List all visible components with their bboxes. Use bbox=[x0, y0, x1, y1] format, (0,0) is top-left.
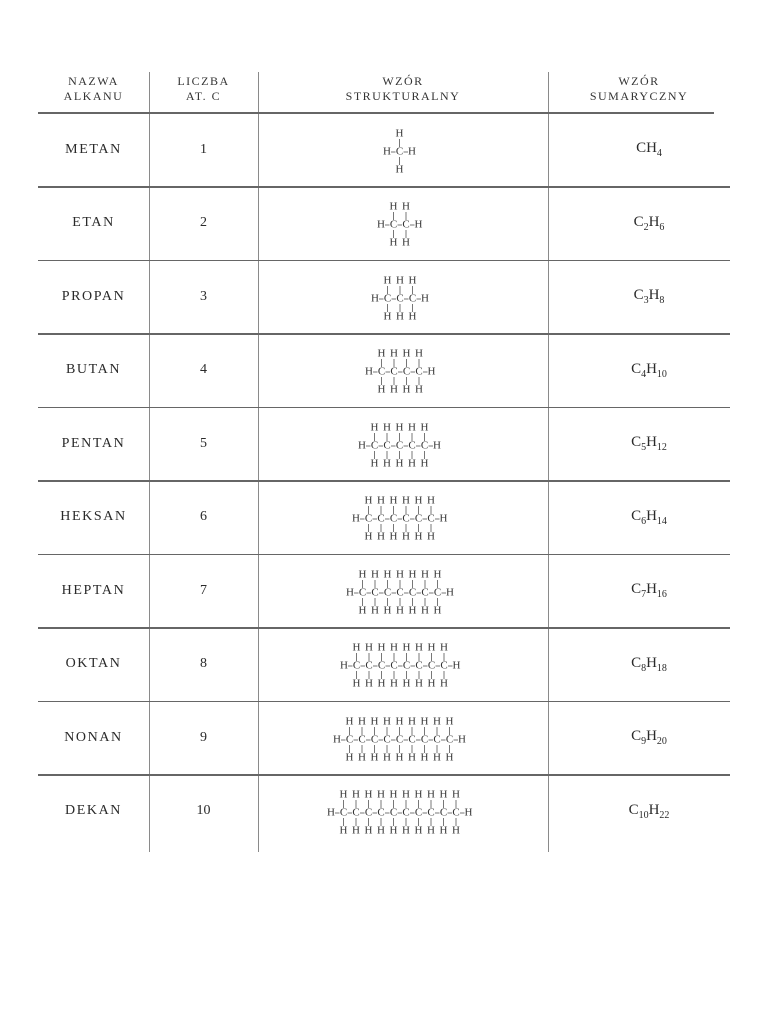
carbon-count: 7 bbox=[200, 582, 207, 598]
hydrogen-atom: H bbox=[389, 347, 398, 360]
hydrogen-atom: H bbox=[352, 677, 360, 690]
hydrogen-atom: H bbox=[383, 421, 392, 434]
carbon-atom: C bbox=[414, 512, 423, 525]
hydrogen-atom: H bbox=[395, 163, 404, 176]
carbon-atom: C bbox=[433, 586, 441, 599]
hydrogen-atom: H bbox=[427, 824, 435, 837]
structural-formula bbox=[329, 710, 477, 766]
hydrogen-subscript: 10 bbox=[656, 368, 667, 380]
hydrogen-atom: H bbox=[370, 457, 379, 470]
hydrogen-atom: H bbox=[383, 715, 392, 728]
carbon-atom: C bbox=[402, 218, 410, 231]
hydrogen-atom: H bbox=[439, 512, 448, 525]
carbon-atom: C bbox=[352, 806, 360, 819]
hydrogen-atom: H bbox=[420, 457, 429, 470]
hydrogen-atom: H bbox=[364, 788, 373, 801]
header-molecular-line2: SUMARYCZNY bbox=[589, 89, 689, 103]
structural-formula bbox=[342, 563, 465, 619]
hydrogen-atom: H bbox=[364, 365, 373, 378]
structural-formula bbox=[379, 122, 427, 178]
hydrogen-atom: H bbox=[383, 145, 392, 158]
hydrogen-atom: H bbox=[445, 751, 454, 764]
carbon-atom: C bbox=[452, 806, 460, 819]
hydrogen-atom: H bbox=[414, 383, 423, 396]
hydrogen-atom: H bbox=[383, 274, 392, 287]
carbon-subscript: 9 bbox=[641, 736, 647, 747]
hydrogen-atom: H bbox=[402, 494, 410, 507]
table-row bbox=[38, 702, 730, 775]
carbon-atom: C bbox=[421, 733, 429, 746]
carbon-atom: C bbox=[389, 806, 398, 819]
carbon-atom: C bbox=[389, 512, 398, 525]
carbon-count: 2 bbox=[200, 215, 207, 230]
hydrogen-subscript: 18 bbox=[656, 662, 667, 674]
header-name-line1: NAZWA bbox=[68, 74, 119, 88]
hydrogen-atom: H bbox=[433, 751, 442, 764]
alkane-name: NONAN bbox=[64, 729, 123, 745]
carbon-atom: C bbox=[408, 439, 416, 452]
carbon-subscript: 5 bbox=[641, 442, 647, 453]
hydrogen-atom: H bbox=[452, 659, 460, 672]
hydrogen-atom: H bbox=[352, 824, 360, 837]
hydrogen-atom: H bbox=[389, 383, 398, 396]
hydrogen-atom: H bbox=[389, 236, 398, 249]
carbon-atom: C bbox=[408, 586, 416, 599]
formula-h: H bbox=[648, 213, 660, 230]
structural-formula bbox=[336, 636, 471, 692]
molecular-formula bbox=[548, 776, 730, 847]
structural-formula bbox=[367, 269, 440, 325]
hydrogen-subscript: 16 bbox=[656, 589, 667, 600]
structural-cell bbox=[258, 555, 548, 626]
table-row bbox=[38, 776, 730, 849]
carbon-atom: C bbox=[396, 439, 404, 452]
hydrogen-atom: H bbox=[427, 494, 435, 507]
alkane-name: HEKSAN bbox=[60, 509, 127, 524]
hydrogen-atom: H bbox=[433, 604, 442, 617]
formula-h: H bbox=[646, 434, 657, 450]
carbon-count: 8 bbox=[200, 656, 207, 671]
formula-base: C bbox=[631, 360, 642, 377]
hydrogen-atom: H bbox=[358, 568, 367, 581]
header-structural-line1: WZÓR bbox=[382, 74, 424, 88]
carbon-subscript: 3 bbox=[643, 295, 649, 306]
carbon-subscript: 8 bbox=[641, 662, 647, 674]
table-row bbox=[38, 555, 730, 628]
hydrogen-atom: H bbox=[433, 568, 442, 581]
carbon-atom: C bbox=[414, 365, 423, 378]
hydrogen-atom: H bbox=[383, 310, 392, 323]
hydrogen-atom: H bbox=[433, 439, 442, 452]
hydrogen-atom: H bbox=[402, 788, 410, 801]
hydrogen-atom: H bbox=[389, 200, 398, 213]
carbon-atom: C bbox=[389, 218, 398, 231]
hydrogen-atom: H bbox=[389, 494, 398, 507]
carbon-count: 3 bbox=[200, 288, 207, 304]
hydrogen-atom: H bbox=[339, 788, 348, 801]
carbon-atom: C bbox=[427, 806, 435, 819]
hydrogen-atom: H bbox=[420, 421, 429, 434]
hydrogen-atom: H bbox=[358, 751, 367, 764]
hydrogen-atom: H bbox=[389, 824, 398, 837]
hydrogen-atom: H bbox=[427, 677, 435, 690]
hydrogen-atom: H bbox=[439, 641, 448, 654]
carbon-atom: C bbox=[427, 512, 435, 525]
carbon-count: 5 bbox=[200, 435, 207, 451]
table-row bbox=[38, 629, 730, 702]
formula-h: H bbox=[648, 801, 660, 818]
hydrogen-atom: H bbox=[445, 715, 454, 728]
header-name-line2: ALKANU bbox=[63, 89, 124, 103]
molecular-formula bbox=[548, 408, 730, 479]
hydrogen-atom: H bbox=[433, 715, 442, 728]
hydrogen-atom: H bbox=[408, 310, 417, 323]
hydrogen-atom: H bbox=[364, 677, 373, 690]
hydrogen-atom: H bbox=[408, 145, 417, 158]
hydrogen-atom: H bbox=[339, 824, 348, 837]
carbon-atom: C bbox=[408, 292, 416, 305]
hydrogen-atom: H bbox=[402, 200, 410, 213]
formula-base: C bbox=[631, 507, 642, 524]
alkane-name: HEPTAN bbox=[61, 582, 126, 598]
header-structural-line2: STRUKTURALNY bbox=[345, 89, 461, 103]
carbon-atom: C bbox=[371, 733, 379, 746]
alkane-name: ETAN bbox=[72, 215, 115, 230]
hydrogen-atom: H bbox=[364, 641, 373, 654]
hydrogen-atom: H bbox=[395, 274, 404, 287]
hydrogen-atom: H bbox=[333, 733, 342, 746]
hydrogen-subscript: 14 bbox=[656, 515, 667, 527]
hydrogen-atom: H bbox=[420, 715, 429, 728]
hydrogen-atom: H bbox=[352, 788, 360, 801]
formula-base: C bbox=[633, 213, 644, 230]
carbon-subscript: 7 bbox=[641, 589, 647, 600]
header-molecular-line1: WZÓR bbox=[618, 74, 660, 88]
hydrogen-atom: H bbox=[358, 604, 367, 617]
carbon-atom: C bbox=[402, 512, 410, 525]
structural-cell bbox=[258, 335, 548, 406]
hydrogen-atom: H bbox=[420, 751, 429, 764]
hydrogen-atom: H bbox=[439, 824, 448, 837]
header-count-line1: LICZBA bbox=[177, 74, 230, 88]
hydrogen-atom: H bbox=[370, 604, 379, 617]
carbon-atom: C bbox=[414, 659, 423, 672]
carbon-count: 4 bbox=[200, 362, 207, 377]
hydrogen-atom: H bbox=[414, 530, 423, 543]
hydrogen-atom: H bbox=[420, 292, 429, 305]
hydrogen-atom: H bbox=[414, 347, 423, 360]
hydrogen-atom: H bbox=[383, 751, 392, 764]
hydrogen-atom: H bbox=[383, 457, 392, 470]
alkane-table bbox=[38, 62, 730, 852]
alkane-name: PENTAN bbox=[61, 435, 126, 451]
hydrogen-atom: H bbox=[395, 751, 404, 764]
hydrogen-atom: H bbox=[395, 421, 404, 434]
alkane-name: METAN bbox=[65, 141, 122, 157]
alkane-name: DEKAN bbox=[65, 803, 122, 818]
hydrogen-atom: H bbox=[414, 494, 423, 507]
hydrogen-atom: H bbox=[345, 751, 354, 764]
hydrogen-atom: H bbox=[414, 788, 423, 801]
carbon-count: 9 bbox=[200, 729, 207, 745]
carbon-atom: C bbox=[396, 586, 404, 599]
alkane-name: OKTAN bbox=[65, 656, 122, 671]
carbon-count: 6 bbox=[200, 509, 207, 524]
hydrogen-atom: H bbox=[345, 715, 354, 728]
hydrogen-atom: H bbox=[452, 824, 460, 837]
carbon-count: 10 bbox=[196, 803, 211, 818]
hydrogen-atom: H bbox=[408, 604, 417, 617]
hydrogen-atom: H bbox=[389, 530, 398, 543]
carbon-atom: C bbox=[383, 586, 391, 599]
carbon-atom: C bbox=[396, 733, 404, 746]
table-row bbox=[38, 335, 730, 408]
hydrogen-atom: H bbox=[408, 715, 417, 728]
hydrogen-atom: H bbox=[464, 806, 473, 819]
carbon-atom: C bbox=[421, 439, 429, 452]
hydrogen-atom: H bbox=[377, 494, 385, 507]
hydrogen-atom: H bbox=[402, 641, 410, 654]
structural-cell bbox=[258, 776, 548, 847]
carbon-atom: C bbox=[377, 806, 385, 819]
header-molecular bbox=[548, 74, 730, 104]
hydrogen-atom: H bbox=[402, 236, 410, 249]
hydrogen-atom: H bbox=[370, 568, 379, 581]
table-row bbox=[38, 114, 730, 187]
carbon-atom: C bbox=[389, 659, 398, 672]
carbon-atom: C bbox=[439, 659, 448, 672]
hydrogen-atom: H bbox=[427, 641, 435, 654]
hydrogen-atom: H bbox=[414, 677, 423, 690]
structural-formula bbox=[323, 783, 483, 839]
formula-base: CH bbox=[636, 140, 657, 156]
carbon-atom: C bbox=[377, 512, 385, 525]
hydrogen-atom: H bbox=[402, 383, 410, 396]
hydrogen-atom: H bbox=[389, 641, 398, 654]
carbon-atom: C bbox=[396, 145, 404, 158]
carbon-atom: C bbox=[439, 806, 448, 819]
formula-h: H bbox=[646, 360, 657, 377]
carbon-atom: C bbox=[352, 659, 360, 672]
formula-base: C bbox=[631, 434, 642, 450]
carbon-atom: C bbox=[383, 733, 391, 746]
molecular-formula bbox=[548, 555, 730, 626]
hydrogen-atom: H bbox=[352, 641, 360, 654]
hydrogen-atom: H bbox=[420, 568, 429, 581]
formula-base: C bbox=[628, 801, 639, 818]
hydrogen-atom: H bbox=[377, 218, 385, 231]
carbon-atom: C bbox=[371, 586, 379, 599]
hydrogen-atom: H bbox=[370, 751, 379, 764]
carbon-atom: C bbox=[402, 659, 410, 672]
molecular-formula bbox=[548, 188, 730, 259]
carbon-atom: C bbox=[364, 512, 373, 525]
hydrogen-atom: H bbox=[389, 677, 398, 690]
hydrogen-atom: H bbox=[402, 677, 410, 690]
hydrogen-atom: H bbox=[414, 824, 423, 837]
carbon-atom: C bbox=[377, 365, 385, 378]
hydrogen-atom: H bbox=[352, 512, 360, 525]
carbon-subscript: 10 bbox=[638, 809, 649, 821]
hydrogen-subscript: 4 bbox=[656, 148, 662, 159]
formula-h: H bbox=[646, 654, 657, 671]
hydrogen-subscript: 6 bbox=[659, 221, 665, 233]
molecular-formula bbox=[548, 114, 730, 185]
hydrogen-atom: H bbox=[358, 715, 367, 728]
formula-base: C bbox=[631, 581, 642, 597]
table-row bbox=[38, 408, 730, 481]
hydrogen-atom: H bbox=[439, 788, 448, 801]
alkane-name: PROPAN bbox=[61, 288, 126, 304]
hydrogen-atom: H bbox=[402, 530, 410, 543]
hydrogen-atom: H bbox=[339, 659, 348, 672]
hydrogen-atom: H bbox=[377, 677, 385, 690]
molecular-formula bbox=[548, 702, 730, 773]
hydrogen-atom: H bbox=[370, 292, 379, 305]
carbon-atom: C bbox=[446, 733, 454, 746]
hydrogen-atom: H bbox=[414, 218, 423, 231]
hydrogen-atom: H bbox=[427, 530, 435, 543]
hydrogen-atom: H bbox=[395, 127, 404, 140]
carbon-atom: C bbox=[371, 439, 379, 452]
table-row bbox=[38, 482, 730, 555]
hydrogen-atom: H bbox=[452, 788, 460, 801]
molecular-formula bbox=[548, 629, 730, 700]
formula-base: C bbox=[633, 287, 644, 303]
carbon-atom: C bbox=[346, 733, 354, 746]
hydrogen-atom: H bbox=[364, 530, 373, 543]
carbon-atom: C bbox=[364, 659, 373, 672]
formula-base: C bbox=[631, 654, 642, 671]
header-count-line2: AT. C bbox=[185, 89, 222, 103]
carbon-atom: C bbox=[402, 806, 410, 819]
molecular-formula bbox=[548, 335, 730, 406]
hydrogen-atom: H bbox=[383, 568, 392, 581]
formula-h: H bbox=[646, 728, 657, 744]
carbon-atom: C bbox=[383, 439, 391, 452]
formula-h: H bbox=[648, 287, 660, 303]
hydrogen-atom: H bbox=[395, 568, 404, 581]
hydrogen-subscript: 8 bbox=[659, 295, 665, 306]
carbon-subscript: 6 bbox=[641, 515, 647, 527]
structural-formula bbox=[348, 489, 458, 545]
hydrogen-atom: H bbox=[402, 824, 410, 837]
alkane-name: BUTAN bbox=[65, 362, 122, 377]
hydrogen-atom: H bbox=[408, 568, 417, 581]
hydrogen-atom: H bbox=[408, 274, 417, 287]
hydrogen-atom: H bbox=[427, 365, 435, 378]
carbon-atom: C bbox=[433, 733, 441, 746]
hydrogen-atom: H bbox=[358, 439, 367, 452]
carbon-atom: C bbox=[427, 659, 435, 672]
hydrogen-atom: H bbox=[327, 806, 335, 819]
structural-formula bbox=[373, 195, 433, 251]
hydrogen-atom: H bbox=[370, 715, 379, 728]
structural-cell bbox=[258, 482, 548, 553]
hydrogen-atom: H bbox=[445, 586, 454, 599]
hydrogen-atom: H bbox=[377, 788, 385, 801]
carbon-atom: C bbox=[396, 292, 404, 305]
hydrogen-atom: H bbox=[395, 715, 404, 728]
table-row bbox=[38, 188, 730, 261]
hydrogen-atom: H bbox=[420, 604, 429, 617]
formula-h: H bbox=[646, 507, 657, 524]
carbon-atom: C bbox=[414, 806, 423, 819]
hydrogen-atom: H bbox=[345, 586, 354, 599]
table-row bbox=[38, 261, 730, 334]
structural-cell bbox=[258, 188, 548, 259]
structural-cell bbox=[258, 261, 548, 332]
hydrogen-atom: H bbox=[389, 788, 398, 801]
carbon-atom: C bbox=[358, 733, 366, 746]
header-structural bbox=[258, 74, 548, 104]
hydrogen-atom: H bbox=[364, 824, 373, 837]
formula-base: C bbox=[631, 728, 642, 744]
carbon-subscript: 4 bbox=[641, 368, 647, 380]
hydrogen-atom: H bbox=[377, 347, 385, 360]
structural-formula bbox=[354, 416, 452, 472]
hydrogen-atom: H bbox=[408, 421, 417, 434]
hydrogen-atom: H bbox=[408, 751, 417, 764]
hydrogen-subscript: 12 bbox=[656, 442, 667, 453]
carbon-subscript: 2 bbox=[643, 221, 649, 233]
hydrogen-atom: H bbox=[377, 824, 385, 837]
carbon-atom: C bbox=[421, 586, 429, 599]
hydrogen-atom: H bbox=[370, 421, 379, 434]
hydrogen-atom: H bbox=[377, 383, 385, 396]
carbon-atom: C bbox=[402, 365, 410, 378]
carbon-atom: C bbox=[339, 806, 348, 819]
hydrogen-subscript: 22 bbox=[659, 809, 670, 821]
structural-cell bbox=[258, 629, 548, 700]
hydrogen-atom: H bbox=[458, 733, 467, 746]
structural-cell bbox=[258, 114, 548, 185]
header-count bbox=[149, 74, 258, 104]
hydrogen-atom: H bbox=[364, 494, 373, 507]
hydrogen-atom: H bbox=[383, 604, 392, 617]
hydrogen-atom: H bbox=[402, 347, 410, 360]
hydrogen-atom: H bbox=[377, 641, 385, 654]
hydrogen-atom: H bbox=[395, 310, 404, 323]
formula-h: H bbox=[646, 581, 657, 597]
hydrogen-atom: H bbox=[408, 457, 417, 470]
structural-cell bbox=[258, 702, 548, 773]
carbon-atom: C bbox=[377, 659, 385, 672]
hydrogen-atom: H bbox=[427, 788, 435, 801]
hydrogen-atom: H bbox=[395, 457, 404, 470]
hydrogen-atom: H bbox=[414, 641, 423, 654]
molecular-formula bbox=[548, 261, 730, 332]
structural-cell bbox=[258, 408, 548, 479]
hydrogen-atom: H bbox=[377, 530, 385, 543]
hydrogen-subscript: 20 bbox=[656, 736, 667, 747]
molecular-formula bbox=[548, 482, 730, 553]
carbon-atom: C bbox=[364, 806, 373, 819]
carbon-atom: C bbox=[358, 586, 366, 599]
carbon-atom: C bbox=[383, 292, 391, 305]
header-name bbox=[38, 74, 149, 104]
carbon-count: 1 bbox=[200, 141, 207, 157]
carbon-atom: C bbox=[408, 733, 416, 746]
hydrogen-atom: H bbox=[395, 604, 404, 617]
carbon-atom: C bbox=[389, 365, 398, 378]
structural-formula bbox=[361, 342, 446, 398]
hydrogen-atom: H bbox=[439, 677, 448, 690]
